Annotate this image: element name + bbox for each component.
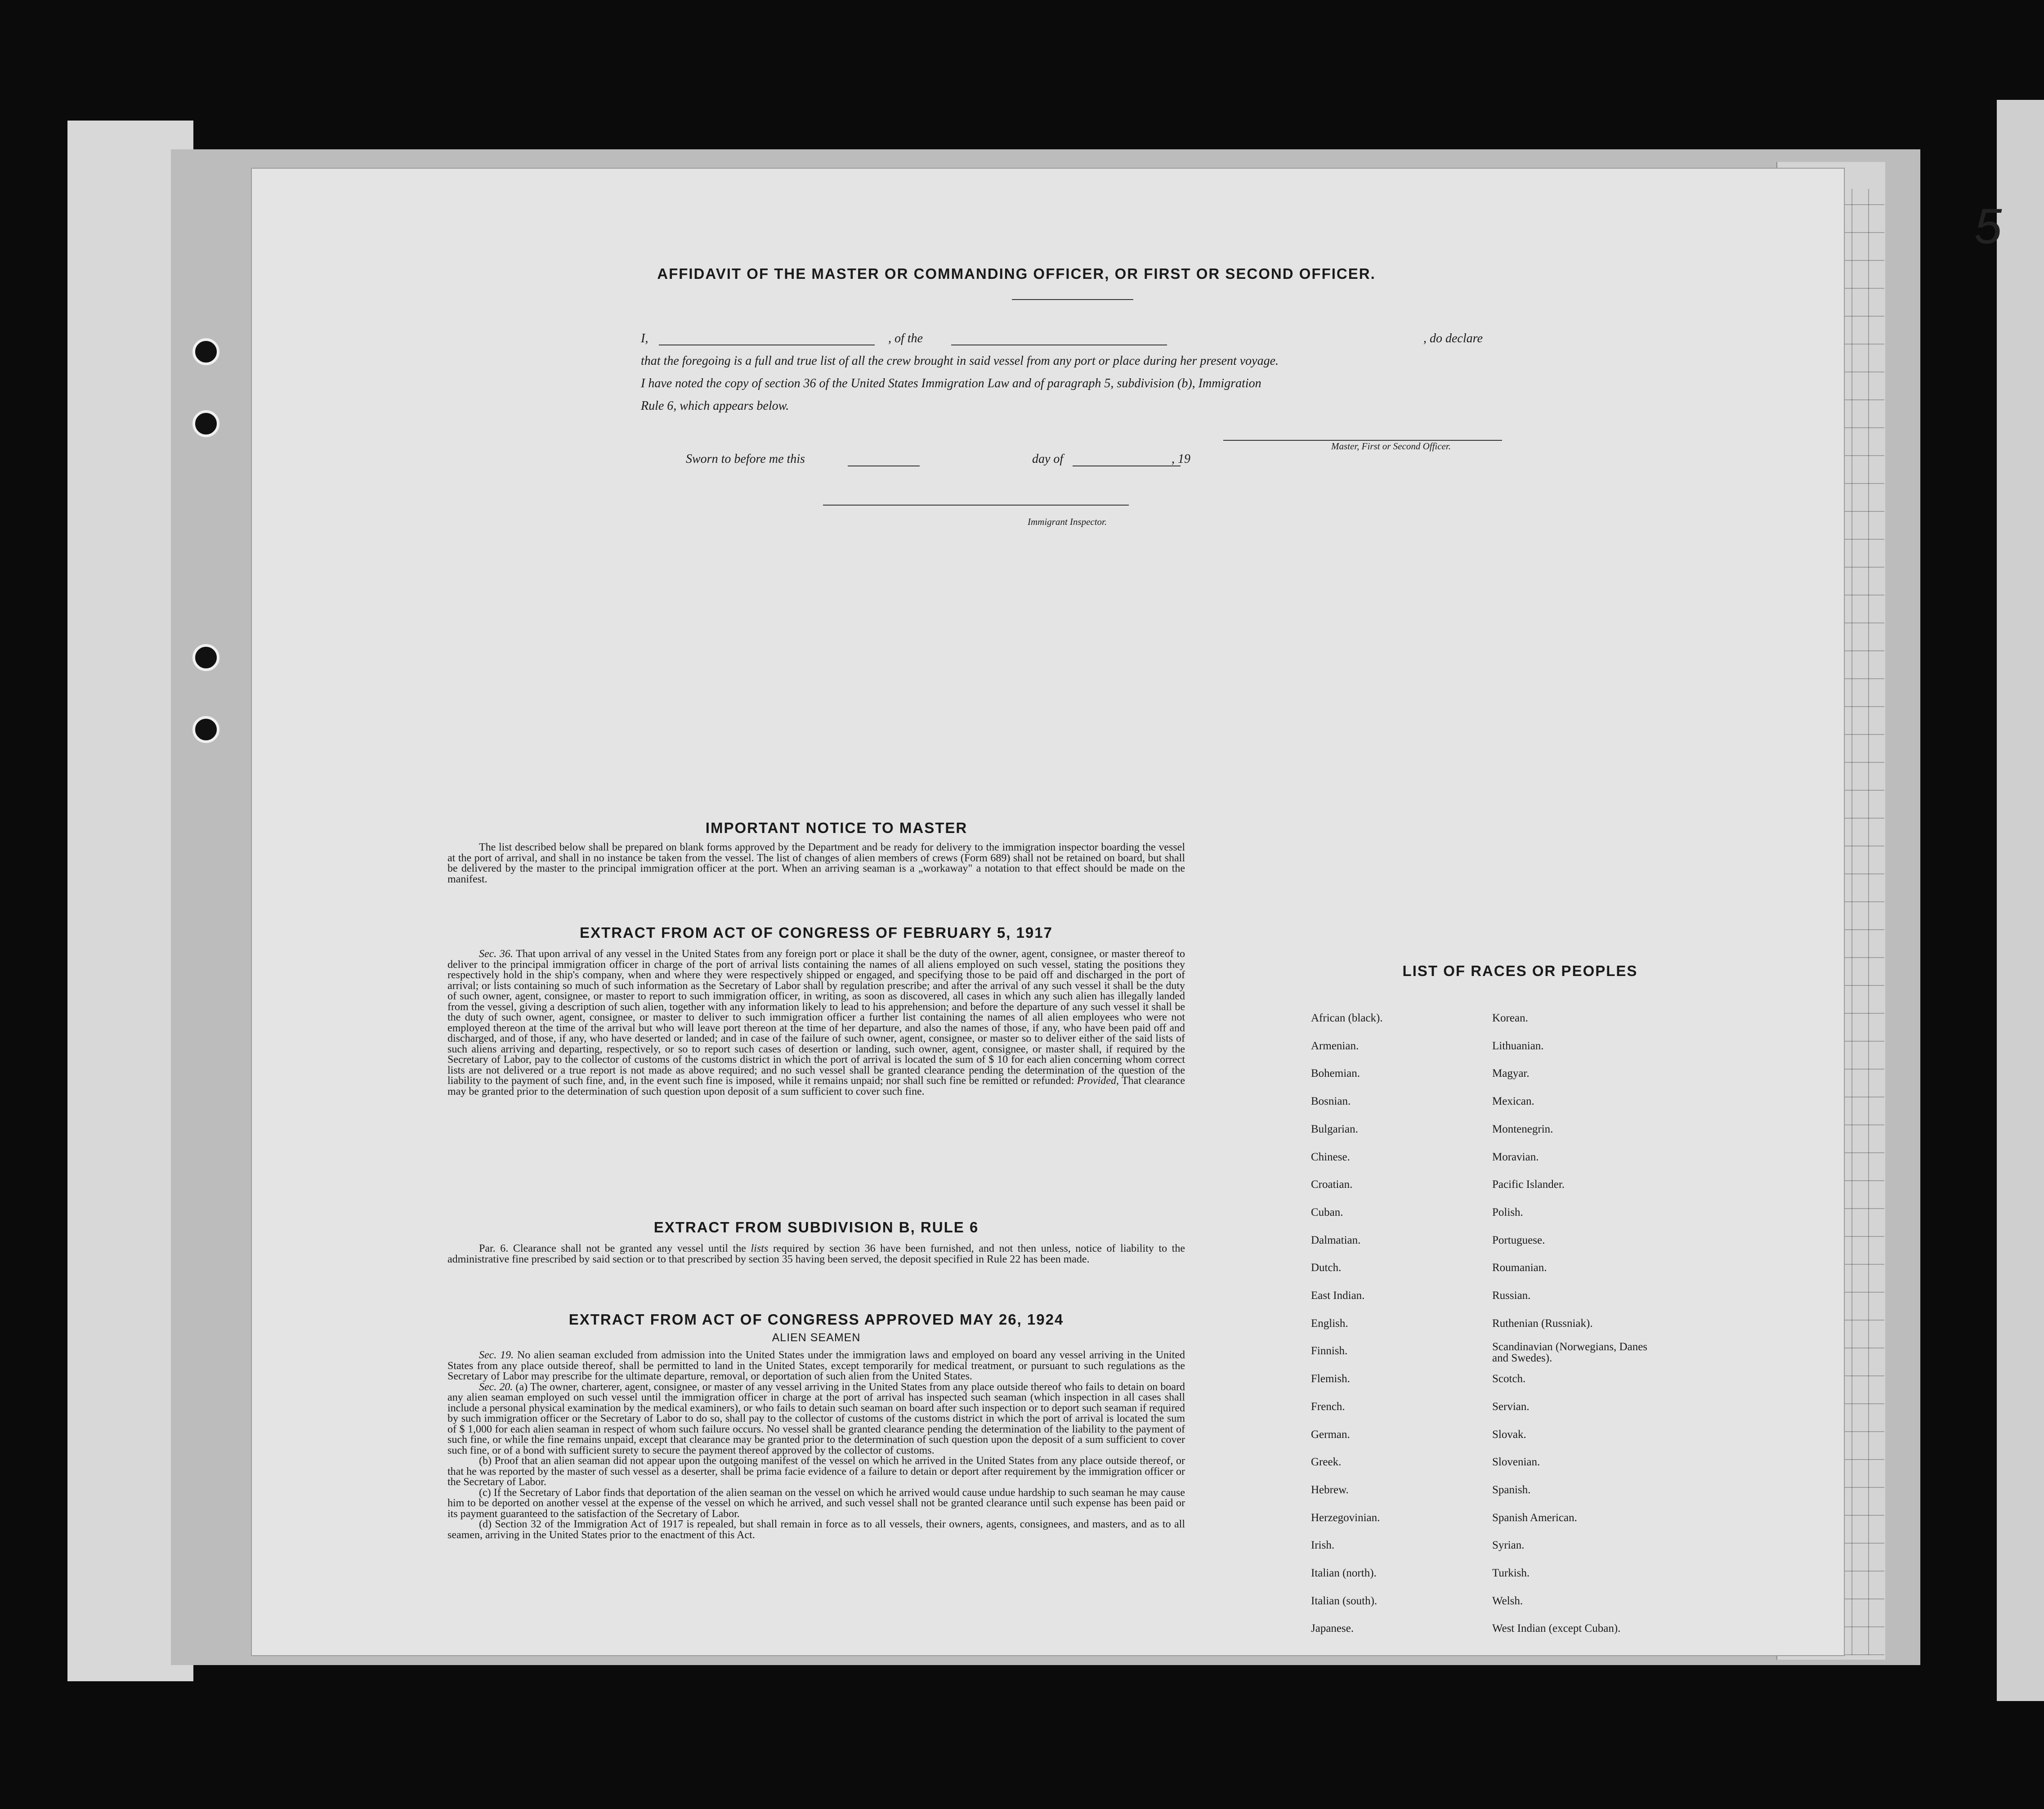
- race-entry: Ruthenian (Russniak).: [1492, 1317, 1593, 1330]
- race-entry: Pacific Islander.: [1492, 1178, 1565, 1191]
- race-entry: Italian (south).: [1311, 1594, 1378, 1607]
- rule6-text-a: Par. 6. Clearance shall not be granted any vessel until the: [479, 1243, 746, 1254]
- race-entry: African (black).: [1311, 1012, 1383, 1024]
- race-entry: Flemish.: [1311, 1373, 1350, 1385]
- race-entry: Slovak.: [1492, 1428, 1526, 1441]
- sworn-label: Sworn to before me this: [686, 452, 805, 466]
- race-entry: Turkish.: [1492, 1567, 1530, 1579]
- race-entry: Scandinavian (Norwegians, Danes and Swedes).: [1492, 1341, 1648, 1365]
- affidavit-statement: [641, 327, 1540, 417]
- sec-20d-body: (d) Section 32 of the Immigration Act of 1917 is repealed, but shall remain in force as to all vessels, their owners, agents, consignees, and masters, and as to all seamen, arriving in the United States prior to the enactment of this Act.: [447, 1518, 1185, 1541]
- inspector-signature-label: Immigrant Inspector.: [1028, 516, 1107, 527]
- title-rule: [1012, 299, 1133, 300]
- race-entry: Bohemian.: [1311, 1067, 1360, 1080]
- sec-36-body: That upon arrival of any vessel in the United States from any foreign port or place it shall be the duty of the owner, agent, consignee, or master thereof to deliver to the principal immigration officer in charge of the port of arrival lists containing the names of all aliens employed on such vessel, stating the positions they respectively hold in the ship's company, when and where they were respectively shipped or engaged, and specifying those to be paid off and discharged in the port of arrival; or lists containing so much of such information as the Secretary of Labor shall by regulation prescribe; and after the arrival of any such vessel it shall be the duty of such owner, agent, consignee, or master to report to such immigration officer, in writing, as soon as discovered, all cases in which any such alien has illegally landed from the vessel, giving a description of such alien, together with any information likely to lead to his apprehension; and before the departure of any such vessel it shall be the duty of such owner, agent, consignee, or master to deliver to such immigration officer a further list containing the names of all alien employees who were not employed thereon at the time of the arrival but who will leave port thereon at the time of her departure, and also the names of those, if any, who have been paid off and discharged, and of those, if any, who have deserted or landed; and in case of the failure of such owner, agent, consignee, or master so to deliver either of the said lists of such aliens arriving and departing, respectively, or so to report such cases of desertion or landing, such owner, agent, consignee, or master shall, if required by the Secretary of Labor, pay to the collector of customs of the customs district in which the port of arrival is located the sum of $ 10 for each alien concerning whom correct lists are not delivered or a true report is not made as above required; and no such vessel shall be granted clearance pending the determination of the question of the liability to the payment of such fine, and, in the event such fine is imposed, while it remains unpaid; nor shall such fine be remitted or refunded:: [447, 948, 1185, 1087]
- extract-1924-text: [447, 1350, 1185, 1540]
- race-entry: Bulgarian.: [1311, 1123, 1358, 1135]
- races-title: LIST OF RACES OR PEOPLES: [1402, 963, 1638, 979]
- race-entry: Finnish.: [1311, 1345, 1348, 1357]
- race-entry: Servian.: [1492, 1400, 1530, 1413]
- race-entry: Croatian.: [1311, 1178, 1353, 1191]
- race-entry: Lithuanian.: [1492, 1039, 1544, 1052]
- race-entry: West Indian (except Cuban).: [1492, 1622, 1621, 1635]
- race-entry: Mexican.: [1492, 1095, 1534, 1108]
- affidavit-line-2: I have noted the copy of section 36 of the United States Immigration Law and of paragraph 5, subdivision (b), Immigration: [641, 376, 1261, 390]
- notice-text: The list described below shall be prepared on blank forms approved by the Department and be ready for delivery to the immigration inspector boarding the vessel at the port of arrival, and shall in no instance be taken from the vessel. The list of changes of alien members of crews (Form 689) shall not be retained on board, but shall be delivered by the master to the principal immigration officer at the port. When an arriving seaman is a „workaway" a notation to that effect should be made on the manifest.: [447, 842, 1185, 885]
- extract-1924-title: EXTRACT FROM ACT OF CONGRESS APPROVED MAY 26, 1924: [568, 1311, 1064, 1328]
- sworn-line: [686, 452, 1270, 470]
- sec-20c-body: (c) If the Secretary of Labor finds that deportation of the alien seaman on the vessel on which he arrived would cause undue hardship to such seaman he may cause him to be deported on another vessel at the expense of the vessel on which he arrived, and such vessel shall not be granted clearance until such expense has been paid or its payment guaranteed to the satisfaction of the Secretary of Labor.: [447, 1487, 1185, 1520]
- sec-20a-body: (a) The owner, charterer, agent, consignee, or master of any vessel arriving in the United States from any place outside thereof who fails to detain on board any alien seaman employed on such vessel until the immigration officer in charge at the port of arrival has inspected such seaman (which inspection in all cases shall include a personal physical examination by the medical examiners), or who fails to detain such seaman on board after such inspection or to deport such seaman if required by such immigration officer or the Secretary of Labor to do so, shall pay to the collector of customs of the customs district in which the port of arrival is located the sum of $ 1,000 for each alien seaman in respect of whom such failure occurs. No vessel shall be granted clearance pending the determination of the liability to the payment of such fine, or while the fine remains unpaid, except that clearance may be granted prior to the determination of such question upon the deposit of a sum sufficient to cover such fine, or of a bond with sufficient surety to secure the payment thereof approved by the collector of customs.: [447, 1381, 1185, 1456]
- race-entry: Syrian.: [1492, 1539, 1525, 1552]
- race-entry: Welsh.: [1492, 1594, 1523, 1607]
- handwritten-page-number: 5: [1974, 199, 2002, 254]
- race-entry: East Indian.: [1311, 1290, 1365, 1302]
- race-entry: Montenegrin.: [1492, 1123, 1553, 1135]
- rule6-lists-word: lists: [751, 1243, 769, 1254]
- sec-19-label: Sec. 19.: [479, 1349, 514, 1361]
- day-of-label: day of: [1032, 452, 1064, 466]
- race-entry: Irish.: [1311, 1539, 1335, 1552]
- sec-19-body: No alien seaman excluded from admission into the United States under the immigration laws and employed on board any vessel arriving in the United States from any place outside thereof, shall be permitted to land in the United States, except temporarily for medical treatment, or pursuant to such regulations as the Secretary of Labor may prescribe for the ultimate departure, removal, or deportation of such alien from the United States.: [447, 1349, 1185, 1382]
- race-entry: French.: [1311, 1400, 1345, 1413]
- race-entry: Roumanian.: [1492, 1262, 1547, 1274]
- race-entry: Hebrew.: [1311, 1483, 1349, 1496]
- race-entry: Korean.: [1492, 1012, 1528, 1024]
- extract-1917-title: EXTRACT FROM ACT OF CONGRESS OF FEBRUARY 5, 1917: [580, 924, 1053, 941]
- race-entry: Dalmatian.: [1311, 1234, 1361, 1246]
- affidavit-line-1: that the foregoing is a full and true list of all the crew brought in said vessel from any port or place during her present voyage.: [641, 354, 1279, 368]
- alien-seamen-subtitle: ALIEN SEAMEN: [772, 1331, 861, 1344]
- affidavit-line-3: Rule 6, which appears below.: [641, 399, 789, 413]
- race-entry: Herzegovinian.: [1311, 1511, 1380, 1524]
- binder-hole-icon: [192, 644, 219, 671]
- race-entry: Cuban.: [1311, 1206, 1343, 1218]
- race-entry: German.: [1311, 1428, 1350, 1441]
- race-entry: Bosnian.: [1311, 1095, 1351, 1108]
- race-entry: Moravian.: [1492, 1151, 1539, 1163]
- race-entry: Italian (north).: [1311, 1567, 1377, 1579]
- sec-20b-body: (b) Proof that an alien seaman did not appear upon the outgoing manifest of the vessel on which he arrived in the United States from any place outside thereof, or that he was reported by the master of such vessel as a deserter, shall be prima facie evidence of a failure to detain or deport after requirement by the immigration officer or the Secretary of Labor.: [447, 1455, 1185, 1488]
- race-entry: Magyar.: [1492, 1067, 1530, 1080]
- race-entry: Scotch.: [1492, 1373, 1526, 1385]
- race-entry: Russian.: [1492, 1290, 1531, 1302]
- provided-label: Provided,: [1077, 1075, 1119, 1087]
- inspector-signature-line[interactable]: [823, 505, 1129, 506]
- master-signature-label: Master, First or Second Officer.: [1331, 441, 1451, 452]
- race-entry: Polish.: [1492, 1206, 1523, 1218]
- race-entry: Dutch.: [1311, 1262, 1342, 1274]
- race-entry: Greek.: [1311, 1456, 1342, 1469]
- binder-hole-icon: [192, 338, 219, 365]
- race-entry: Spanish American.: [1492, 1511, 1577, 1524]
- sec-20-label: Sec. 20.: [479, 1381, 513, 1393]
- right-adjacent-sheet: [1997, 100, 2044, 1701]
- sec-36-label: Sec. 36.: [479, 948, 513, 960]
- race-entry: Portuguese.: [1492, 1234, 1545, 1246]
- sec-36-end: That clearance may be granted prior to the determination of such question upon deposit of a sum sufficient to cover such fine.: [447, 1075, 1185, 1097]
- rule6-text-b: required by section 36 have been furnished, and not then unless, notice of liability to the administrative fine prescribed by said section or to that prescribed by section 35 having been served, the deposit specified in Rule 22 has been made.: [447, 1243, 1185, 1265]
- binder-hole-icon: [192, 410, 219, 437]
- race-entry: Slovenian.: [1492, 1456, 1540, 1469]
- of-the-label: , of the: [888, 331, 923, 345]
- binder-hole-icon: [192, 716, 219, 743]
- i-label: I,: [641, 331, 649, 345]
- race-entry: Armenian.: [1311, 1039, 1359, 1052]
- extract-rule6-text: [447, 1244, 1185, 1265]
- race-entry: Chinese.: [1311, 1151, 1350, 1163]
- race-entry: Spanish.: [1492, 1483, 1531, 1496]
- notice-title: IMPORTANT NOTICE TO MASTER: [705, 819, 968, 836]
- race-entry: English.: [1311, 1317, 1348, 1330]
- extract-rule6-title: EXTRACT FROM SUBDIVISION B, RULE 6: [653, 1219, 979, 1236]
- affidavit-title: AFFIDAVIT OF THE MASTER OR COMMANDING OFFICER, OR FIRST OR SECOND OFFICER.: [657, 265, 1376, 282]
- race-entry: Japanese.: [1311, 1622, 1354, 1635]
- do-declare-label: , do declare: [1423, 331, 1483, 345]
- extract-1917-text: [447, 949, 1185, 1097]
- year-label: , 19: [1172, 452, 1190, 466]
